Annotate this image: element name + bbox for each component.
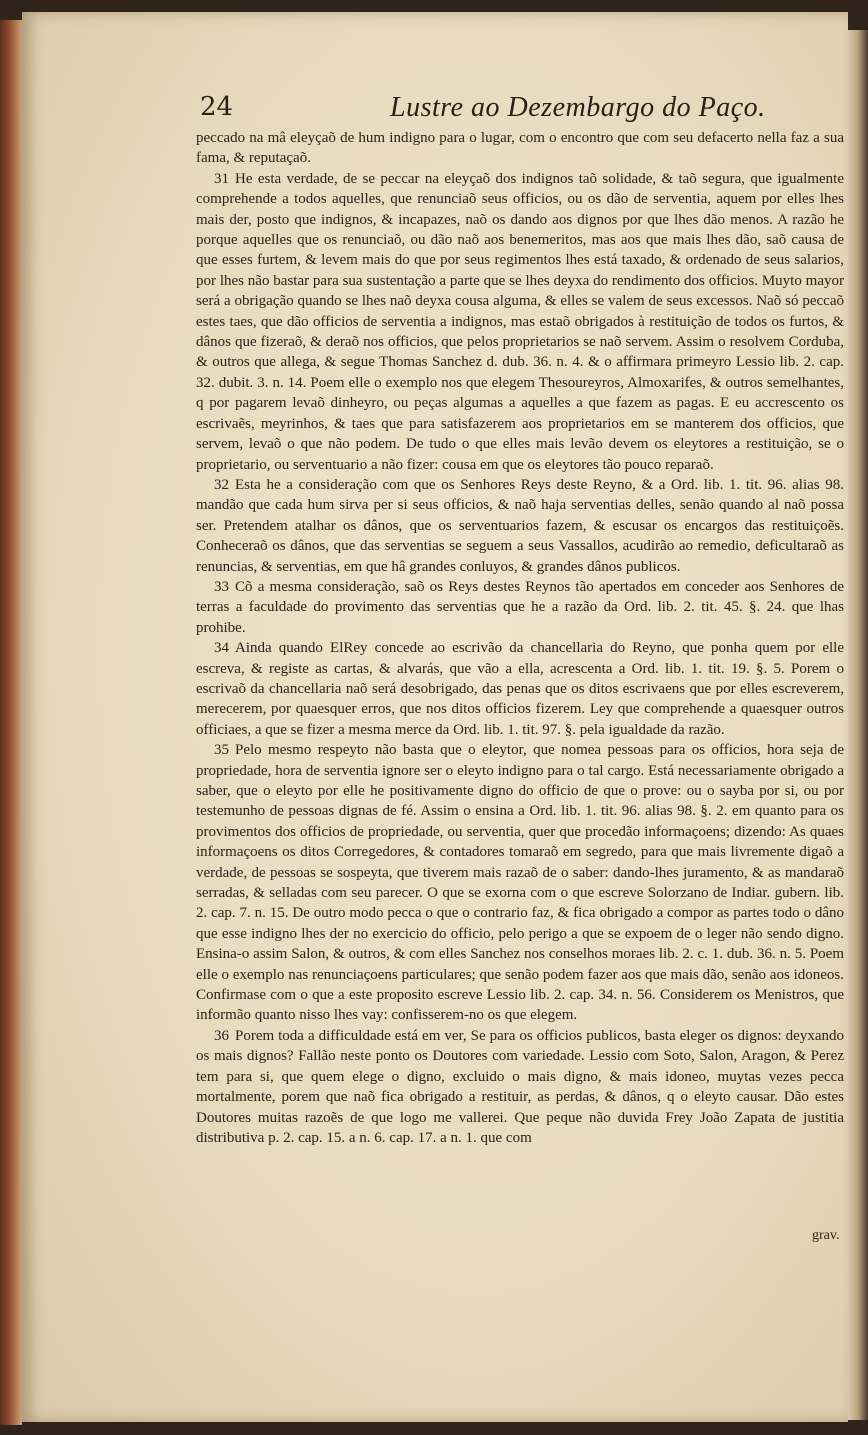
paragraph-text: Cõ a mesma consideração, saõ os Reys destes Reynos tão apertados em conceder aos Senhores de terras a faculdade do provimento das serventias que he a razão da Ord. lib. 2. tit. 45. §. 24. que lhas prohibe. <box>196 578 844 636</box>
paragraph-text: Porem toda a difficuldade está em ver, Se para os officios publicos, basta eleger os dignos: deyxando os mais dignos? Fallão neste ponto os Doutores com variedade. Lessio com Soto, Salon, Aragon, & Perez tem para si, que quem elege o digno, excluido o mais digno, & mais idoneo, muytas vezes pecca mortalmente, porem que naõ fica obrigado a restituir, as perdas, & dânos, q o eleyto causar. Dão estes Doutores muitas razoẽs de que logo me vallerei. Que peque não duvida Frey João Zapata de justitia distributiva p. 2. cap. 15. a n. 6. cap. 17. a n. 1. que com <box>196 1027 844 1146</box>
paragraph-text: Pelo mesmo respeyto não basta que o eleytor, que nomea pessoas para os officios, hora seja de propriedade, hora de serventia ignore ser o eleyto indigno para o tal cargo. Está necessariamente obrigado a saber, que o eleyto por elle he positivamente digno do officio de que o prove: ou o sayba por si, ou por testemunho de pessoas dignas de fé. Assim o ensina a Ord. lib. 1. tit. 96. alias 98. §. 2. em quanto para os provimentos dos officios de propriedade, ou serventia, quer que procedão informaçoens; dizendo: As quaes informaçoens os ditos Corregedores, & contadores tomaraõ em segredo, para que mais livremente digaõ a verdade, de pessoas se sospeyta, que tiverem mais razaõ de o saber: dando-lhes juramento, & as mandaraõ serradas, & selladas com seu parecer. O que se exorna com o que escreve Solorzano de Indiar. gubern. lib. 2. cap. 7. n. 15. De outro modo pecca o que o contrario faz, & fica obrigado a compor as partes todo o dâno que esse indigno lhes der no exercicio do officio, pelo perigo a que se expoem de o leger não sendo digno. Ensina-o assim Salon, & outros, & com elles Sanchez nos conselhos moraes lib. 2. c. 1. dub. 36. n. 5. Poem elle o exemplo nas renunciaçoens particulares; que senão podem fazer aos que mais dão, senão aos idoneos. Confirmase com o que a este proposito escreve Lessio lib. 2. cap. 34. n. 56. Considerem os Menistros, que informão quanto nisso lhes vay: confisserem-no os que elegem. <box>196 742 844 1024</box>
paragraph-36 <box>196 1026 844 1148</box>
body-text <box>196 128 844 1148</box>
paragraph-text: He esta verdade, de se peccar na eleyçaõ dos indignos taõ solidade, & taõ segura, que igualmente comprehende a todos aquelles, que renunciaõ seus officios, ou os dão de serventia, aquem por elles lhes mais der, posto que indignos, & incapazes, naõ os dando aos dignos por que lhes dão menos. A razão he porque aquelles que os renunciaõ, ou dão naõ aos benemeritos, mas aos que mais lhes dão, saõ causa de que esses furtem, & levem mais do que por seus regimentos lhes está taxado, & ordenado de seus salarios, por lhes não bastar para sua sustentação a parte que se lhes deyxa do rendimento dos officios. Muyto mayor será a obrigação quando se lhes naõ deyxa cousa alguma, & elles se valem de seus excessos. Naõ só peccaõ estes taes, que dão officios de serventia a indignos, mas estaõ obrigados à restituição de todos os furtos, & dânos que fizeraõ, & deraõ nos officios, que pelos proprietarios se naõ servem. Assim o resolvem Corduba, & outros que allega, & segue Thomas Sanchez d. dub. 36. n. 4. & o affirmara primeyro Lessio lib. 2. cap. 32. dubit. 3. n. 14. Poem elle o exemplo nos que elegem Thesoureyros, Almoxarifes, & outros semelhantes, q por pagarem levaõ dinheyro, ou peças algumas a aquelles a que fazem as pagas. E eu accrescento os escrivaẽs, meyrinhos, & taes que para satisfazerem aos proprietarios em se manterem dos officios, que servem, levaõ o que não podem. De tudo o que elles mais levão devem os eleytores a restituição, se o proprietario, ou serventuario a não fizer: cousa em que os eleytores tão pouco reparaõ. <box>196 170 844 473</box>
paragraph-number: 34 <box>214 640 229 657</box>
paragraph-continuation <box>196 128 844 169</box>
page-header <box>200 92 840 128</box>
paragraph-number: 36 <box>214 1027 229 1044</box>
page-number: 24 <box>200 92 234 122</box>
paragraph-31 <box>196 169 844 475</box>
paragraph-35 <box>196 740 844 1026</box>
paragraph-text: peccado na mâ eleyçaõ de hum indigno para o lugar, com o encontro que com seu defacerto nella faz a sua fama, & reputaçaõ. <box>196 130 844 167</box>
paragraph-34 <box>196 638 844 740</box>
paragraph-text: Esta he a consideração com que os Senhores Reys deste Reyno, & a Ord. lib. 1. tit. 96. alias 98. mandão que cada hum sirva per si seus officios, & naõ haja serventias delles, senão quando al naõ possa ser. Pretendem atalhar os dânos, que os serventuarios fazem, & escusar os encargos das restituiçoẽs. Conheceraõ os dânos, que das serventias se seguem a seus Vassallos, acudirão ao remedio, deficultaraõ as renuncias, & serventias, em que hâ grandes conluyos, & grandes dânos publicos. <box>196 476 844 575</box>
catchword: grav. <box>812 1228 840 1243</box>
paragraph-33 <box>196 577 844 638</box>
paragraph-32 <box>196 475 844 577</box>
paragraph-number: 31 <box>214 170 229 187</box>
running-title: Lustre ao Dezembargo do Paço. <box>390 92 766 123</box>
paragraph-number: 35 <box>214 742 229 759</box>
book-spine <box>0 20 22 1425</box>
paragraph-number: 33 <box>214 578 229 595</box>
paragraph-number: 32 <box>214 476 229 493</box>
page-edge <box>848 30 868 1420</box>
paragraph-text: Ainda quando ElRey concede ao escrivão da chancellaria do Reyno, que ponha quem por elle escreva, & registe as cartas, & alvarás, que vão a ella, acrescenta a Ord. lib. 1. tit. 19. §. 5. Porem o escrivaõ da chancellaria naõ será desobrigado, das penas que os ditos escrivaens que por elles escreverem, merecerem, por quaesquer erros, que nos ditos officios fizerem. Ley que comprehende a quaesquer outros officiaes, a que se fizer a mesma merce da Ord. lib. 1. tit. 97. §. pela igualdade da razão. <box>196 640 844 738</box>
